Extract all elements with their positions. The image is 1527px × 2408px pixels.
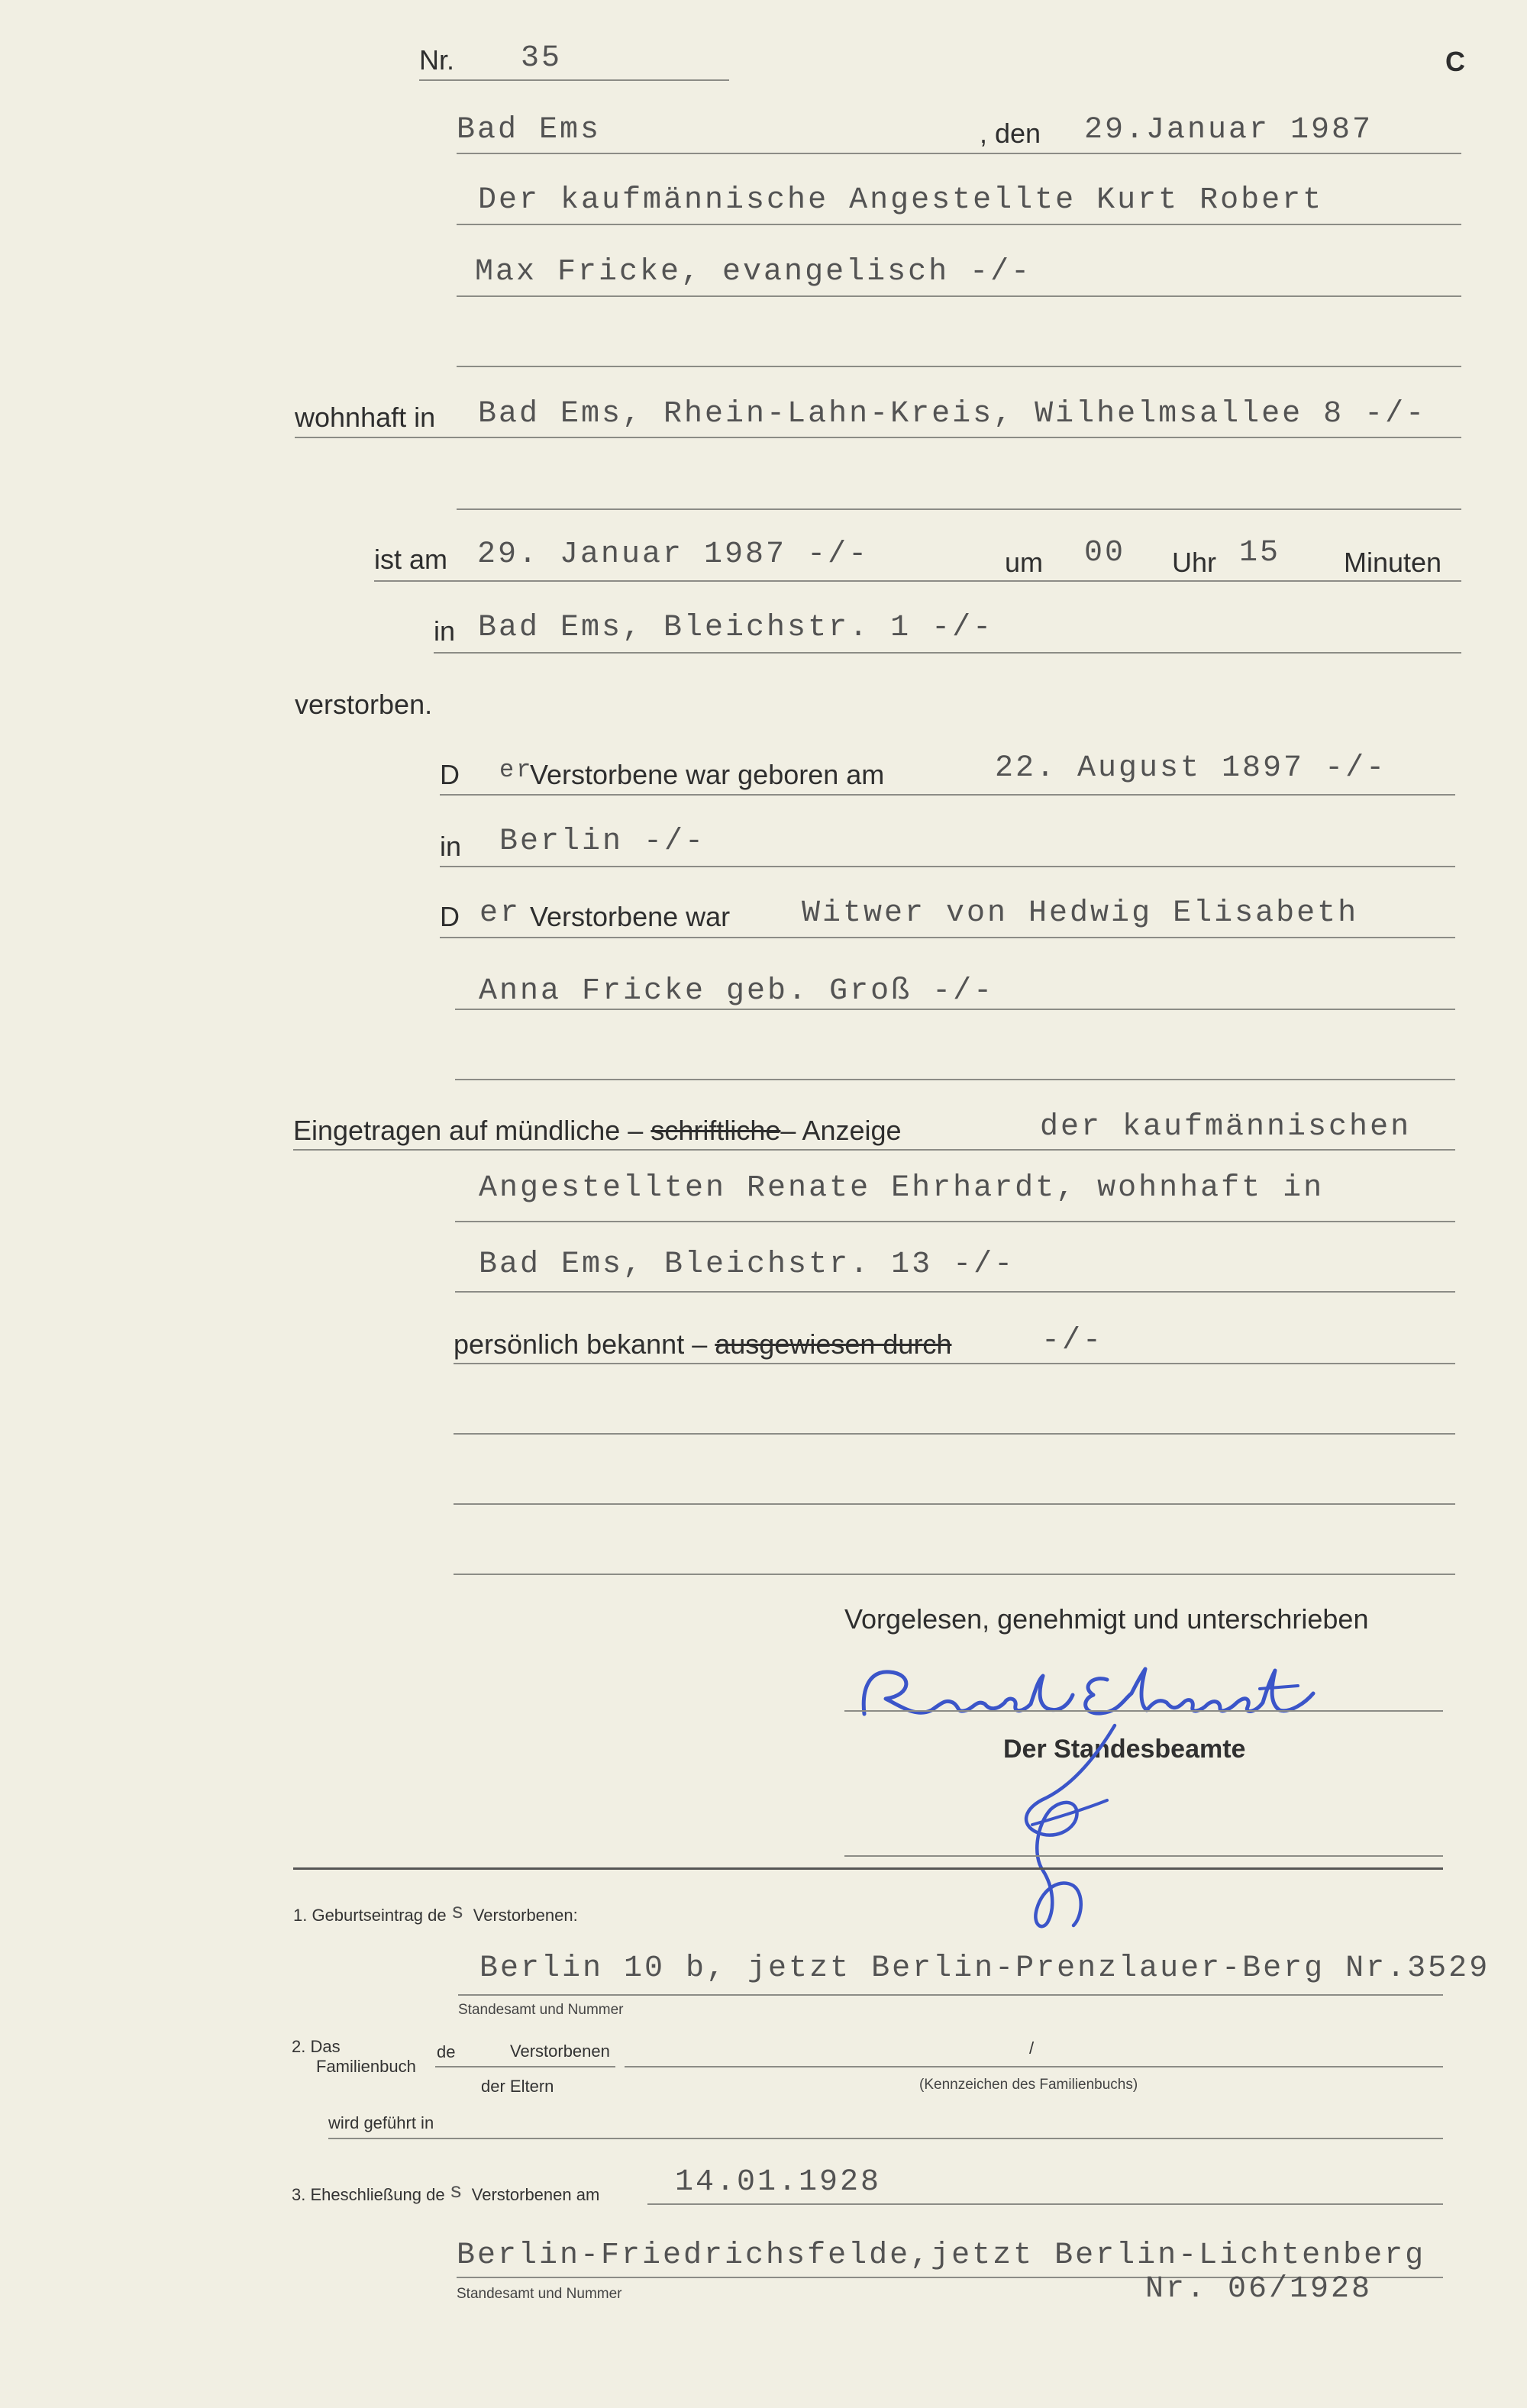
death-place-label: in <box>434 615 456 647</box>
blank-rule-2 <box>454 1503 1455 1505</box>
deceased-line-1-rule <box>457 224 1461 225</box>
section3-label: 3. Eheschließung de s Verstorbenen am <box>292 2180 600 2204</box>
notification-line-1: der kaufmännischen <box>1040 1110 1412 1144</box>
residence-rule <box>295 437 1461 438</box>
section1-value: Berlin 10 b, jetzt Berlin-Prenzlauer-Berg Nr.3529 <box>479 1951 1490 1986</box>
section2-gefuehrt: wird geführt in <box>328 2113 434 2132</box>
section2-familienbuch: Familienbuch <box>316 2057 416 2076</box>
death-date-label: ist am <box>374 544 448 575</box>
section1-label: 1. Geburtseintrag de s Verstorbenen: <box>293 1901 578 1925</box>
minuten-label: Minuten <box>1344 547 1442 578</box>
uhr-label: Uhr <box>1172 547 1217 578</box>
section2-gefuehrt-rule <box>328 2138 1443 2139</box>
residence-rule-2 <box>457 508 1461 510</box>
death-place-value: Bad Ems, Bleichstr. 1 -/- <box>478 611 994 645</box>
status-line-2: Anna Fricke geb. Groß -/- <box>479 974 995 1009</box>
section2-de-rule <box>435 2066 615 2067</box>
deceased-line-1: Der kaufmännische Angestellte Kurt Robert <box>478 183 1324 218</box>
status-rule-3 <box>455 1079 1455 1080</box>
nr-line <box>419 79 729 81</box>
status-label: Verstorbene war <box>530 901 731 932</box>
official-label: Der Standesbeamte <box>1003 1735 1246 1764</box>
read-approved-label: Vorgelesen, genehmigt und unterschrieben <box>844 1603 1369 1635</box>
birth-d-label: D <box>440 759 460 790</box>
residence-label: wohnhaft in <box>295 402 436 433</box>
notification-rule-1 <box>293 1149 1455 1151</box>
signature-rule-2 <box>844 1855 1443 1857</box>
death-hour: 00 <box>1084 536 1126 570</box>
notification-line-3: Bad Ems, Bleichstr. 13 -/- <box>479 1248 1015 1282</box>
known-label: persönlich bekannt – ausgewiesen durch <box>454 1328 952 1360</box>
section-divider <box>293 1867 1443 1870</box>
section2-caption: (Kennzeichen des Familienbuchs) <box>919 2077 1138 2093</box>
birth-date: 22. August 1897 -/- <box>995 751 1387 786</box>
section2-verstorbenen: Verstorbenen <box>510 2042 610 2061</box>
birth-date-rule <box>440 794 1455 796</box>
death-minute: 15 <box>1239 536 1281 570</box>
signature-rule-1 <box>844 1710 1443 1712</box>
um-label: um <box>1005 547 1044 578</box>
birth-place: Berlin -/- <box>499 825 706 859</box>
section3-place: Berlin-Friedrichsfelde,jetzt Berlin-Lichtenberg <box>457 2239 1426 2273</box>
status-rule-1 <box>440 937 1455 938</box>
section3-nr: Nr. 06/1928 <box>1145 2272 1373 2306</box>
residence-value: Bad Ems, Rhein-Lahn-Kreis, Wilhelmsallee 8 -/- <box>478 397 1427 431</box>
status-rule-2 <box>455 1009 1455 1010</box>
place-value: Bad Ems <box>457 113 602 147</box>
section3-caption: Standesamt und Nummer <box>457 2286 622 2302</box>
den-label: , den <box>980 118 1041 149</box>
section2-der-eltern: der Eltern <box>481 2077 554 2096</box>
blank-rule-3 <box>454 1574 1455 1575</box>
birth-label: Verstorbene war geboren am <box>530 759 885 790</box>
place-date-line <box>457 153 1461 154</box>
death-place-rule <box>434 652 1461 654</box>
death-date-value: 29. Januar 1987 -/- <box>477 537 870 572</box>
status-line-1: Witwer von Hedwig Elisabeth <box>802 896 1359 931</box>
date-value: 29.Januar 1987 <box>1084 113 1374 147</box>
handwritten-initials-official <box>1000 1718 1122 1932</box>
section1-rule <box>458 1994 1443 1996</box>
deceased-line-2: Max Fricke, evangelisch -/- <box>475 255 1032 289</box>
notification-rule-2 <box>455 1221 1455 1222</box>
notification-rule-3 <box>455 1291 1455 1293</box>
section2-kennzeichen-rule <box>625 2066 1443 2067</box>
status-er-suffix: er <box>479 896 521 931</box>
section3-date: 14.01.1928 <box>675 2165 882 2200</box>
status-d-label: D <box>440 901 460 932</box>
birth-in-label: in <box>440 831 462 862</box>
notification-line-2: Angestellten Renate Ehrhardt, wohnhaft in <box>479 1171 1325 1206</box>
form-code: C <box>1445 46 1465 77</box>
known-value: -/- <box>1041 1324 1104 1358</box>
deceased-line-2-rule <box>457 295 1461 297</box>
section2-slash: / <box>1029 2038 1035 2058</box>
birth-er-suffix: er <box>499 756 534 784</box>
section2-num: 2. Das <box>292 2037 341 2056</box>
death-date-rule <box>374 580 1461 582</box>
notification-label: Eingetragen auf mündliche – schriftliche– Anzeige <box>293 1115 902 1146</box>
deceased-line-3-rule <box>457 366 1461 367</box>
section2-de: de <box>437 2042 456 2061</box>
verstorben-label: verstorben. <box>295 689 433 720</box>
birth-place-rule <box>440 866 1455 867</box>
nr-label: Nr. <box>419 44 455 76</box>
nr-value: 35 <box>521 41 563 76</box>
blank-rule-1 <box>454 1433 1455 1435</box>
section1-caption: Standesamt und Nummer <box>458 2002 624 2018</box>
section3-date-rule <box>647 2203 1443 2205</box>
known-rule <box>454 1363 1455 1364</box>
